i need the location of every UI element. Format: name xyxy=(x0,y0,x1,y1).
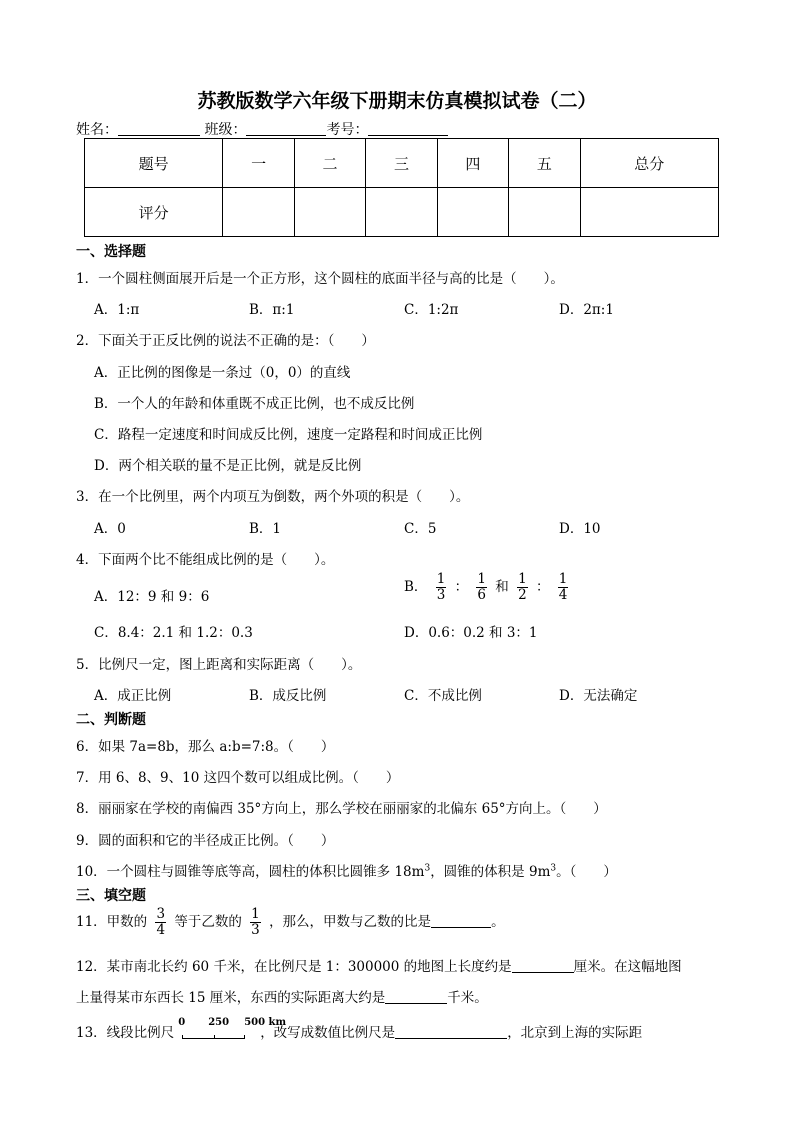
section-heading-choice: 一、选择题 xyxy=(76,244,146,260)
q10-text: 。（ ） xyxy=(556,864,617,880)
class-blank[interactable] xyxy=(246,121,326,136)
denominator: 4 xyxy=(558,586,568,603)
score-table-header-row xyxy=(85,139,719,188)
question-13 xyxy=(76,1017,643,1043)
q13-text: ，改写成数值比例尺是 xyxy=(260,1025,396,1041)
numerator: 3 xyxy=(156,906,166,922)
question-5-option-c[interactable]: C．不成比例 xyxy=(404,688,482,704)
question-2-stem: 2．下面关于正反比例的说法不正确的是：（ ） xyxy=(76,333,375,349)
question-5-stem: 5．比例尺一定，图上距离和实际距离（ ）。 xyxy=(76,657,362,673)
question-3-option-c[interactable]: C．5 xyxy=(404,521,437,537)
answer-blank[interactable] xyxy=(431,913,491,928)
numerator: 1 xyxy=(558,571,568,587)
q13-text: 13．线段比例尺 xyxy=(76,1025,175,1041)
line-scale-bar xyxy=(178,1017,287,1043)
question-1-option-b[interactable]: B．π:1 xyxy=(249,302,295,318)
question-1-option-c[interactable]: C．1:2π xyxy=(404,302,459,318)
scale-tick xyxy=(244,1035,245,1039)
score-cell[interactable] xyxy=(437,188,508,237)
q13-text: ，北京到上海的实际距 xyxy=(507,1025,643,1041)
question-4-option-d[interactable]: D．0.6：0.2 和 3：1 xyxy=(404,625,538,641)
q12-text: 上量得某市东西长 15 厘米，东西的实际距离大约是 xyxy=(76,990,386,1006)
fraction-one-quarter xyxy=(558,572,569,603)
fraction-one-half xyxy=(517,572,528,603)
answer-blank[interactable] xyxy=(385,989,447,1004)
q10-superscript: 3 xyxy=(550,863,557,874)
scale-line xyxy=(182,1038,244,1039)
denominator: 6 xyxy=(477,586,486,603)
and-word: 和 xyxy=(495,578,509,595)
score-row-label: 评分 xyxy=(85,188,223,237)
question-12-line-2 xyxy=(76,986,488,1006)
question-5-option-d[interactable]: D．无法确定 xyxy=(559,688,638,704)
numerator: 1 xyxy=(251,906,260,922)
page-title: 苏教版数学六年级下册期末仿真模拟试卷（二） xyxy=(197,90,597,112)
score-cell[interactable] xyxy=(223,188,294,237)
question-2-option-b[interactable]: B．一个人的年龄和体重既不成正比例，也不成反比例 xyxy=(94,396,415,412)
question-10[interactable] xyxy=(76,860,617,880)
denominator: 3 xyxy=(251,921,260,938)
name-label: 姓名： xyxy=(76,122,118,138)
question-5-option-a[interactable]: A．成正比例 xyxy=(94,688,172,704)
question-12-line-1 xyxy=(76,955,682,975)
ratio-colon: ： xyxy=(454,578,469,595)
question-7[interactable]: 7．用 6、8、9、10 这四个数可以组成比例。（ ） xyxy=(76,770,400,786)
question-4-option-b[interactable] xyxy=(404,572,572,603)
question-5-option-b[interactable]: B．成反比例 xyxy=(249,688,327,704)
score-header-cell: 题号 xyxy=(85,139,223,188)
score-table-score-row xyxy=(85,188,719,237)
option-b-prefix: B． xyxy=(404,578,428,595)
answer-blank[interactable] xyxy=(395,1024,507,1039)
question-4-option-a[interactable]: A．12：9 和 9：6 xyxy=(94,589,210,605)
fraction-three-quarters xyxy=(155,907,166,938)
fraction-one-sixth xyxy=(476,572,487,603)
class-label: 班级： xyxy=(204,122,247,138)
q12-text: 厘米。在这幅地图 xyxy=(573,959,682,975)
question-11 xyxy=(76,907,505,938)
question-3-stem: 3．在一个比例里，两个内项互为倒数，两个外项的积是（ ）。 xyxy=(76,489,470,505)
question-1-stem: 1．一个圆柱侧面展开后是一个正方形，这个圆柱的底面半径与高的比是（ ）。 xyxy=(76,271,564,287)
question-3-option-a[interactable]: A．0 xyxy=(94,521,126,537)
q12-text: 千米。 xyxy=(447,990,488,1006)
question-2-option-c[interactable]: C．路程一定速度和时间成反比例，速度一定路程和时间成正比例 xyxy=(94,427,483,443)
section-heading-fill-blank: 三、填空题 xyxy=(76,888,146,904)
question-1-option-a[interactable]: A．1:π xyxy=(94,302,140,318)
question-3-option-d[interactable]: D．10 xyxy=(559,521,601,537)
question-1-option-d[interactable]: D．2π:1 xyxy=(559,302,614,318)
q10-text: ，圆锥的体积是 9m xyxy=(430,864,551,880)
q11-text: ，那么，甲数与乙数的比是 xyxy=(269,913,432,930)
numerator: 1 xyxy=(477,571,486,587)
q11-text: 等于乙数的 xyxy=(174,913,242,930)
question-8[interactable]: 8．丽丽家在学校的南偏西 35°方向上，那么学校在丽丽家的北偏东 65°方向上。（ ） xyxy=(76,801,607,817)
score-header-cell: 一 xyxy=(223,139,294,188)
score-cell[interactable] xyxy=(509,188,580,237)
numerator: 1 xyxy=(518,571,527,587)
numerator: 1 xyxy=(436,571,446,587)
question-3-option-b[interactable]: B．1 xyxy=(249,521,282,537)
score-header-cell: 二 xyxy=(294,139,365,188)
q11-text: 。 xyxy=(491,913,505,930)
scale-tick xyxy=(182,1035,183,1039)
fraction-one-third xyxy=(436,572,447,603)
scale-tick xyxy=(214,1035,215,1039)
denominator: 3 xyxy=(436,586,446,603)
scale-label: 0 xyxy=(178,1017,186,1028)
question-6[interactable]: 6．如果 7a=8b，那么 a:b=7:8。（ ） xyxy=(76,739,335,755)
question-4-option-c[interactable]: C．8.4：2.1 和 1.2：0.3 xyxy=(94,625,253,641)
question-4-stem: 4．下面两个比不能组成比例的是（ ）。 xyxy=(76,552,335,568)
score-cell[interactable] xyxy=(366,188,437,237)
scale-label: 250 xyxy=(208,1017,230,1028)
section-heading-true-false: 二、判断题 xyxy=(76,712,146,728)
q12-text: 12．某市南北长约 60 千米，在比例尺是 1：300000 的地图上长度约是 xyxy=(76,959,512,975)
fraction-one-third xyxy=(250,907,261,938)
denominator: 2 xyxy=(518,586,527,603)
score-header-cell: 五 xyxy=(509,139,580,188)
scale-label: 500 km xyxy=(244,1017,287,1028)
exam-no-label: 考号： xyxy=(326,122,369,138)
student-info-line xyxy=(76,119,448,139)
question-9[interactable]: 9．圆的面积和它的半径成正比例。（ ） xyxy=(76,833,335,849)
score-table xyxy=(84,138,719,237)
exam-no-blank[interactable] xyxy=(368,121,448,136)
question-2-option-d[interactable]: D．两个相关联的量不是正比例，就是反比例 xyxy=(94,458,362,474)
name-blank[interactable] xyxy=(118,121,200,136)
denominator: 4 xyxy=(156,921,166,938)
q11-text: 11．甲数的 xyxy=(76,913,148,930)
answer-blank[interactable] xyxy=(512,958,574,973)
question-2-option-a[interactable]: A．正比例的图像是一条过（0，0）的直线 xyxy=(94,365,351,381)
score-cell[interactable] xyxy=(580,188,718,237)
score-header-cell: 三 xyxy=(366,139,437,188)
score-header-cell: 总分 xyxy=(580,139,718,188)
ratio-colon: ： xyxy=(535,578,550,595)
score-header-cell: 四 xyxy=(437,139,508,188)
q10-superscript: 3 xyxy=(424,863,431,874)
score-cell[interactable] xyxy=(294,188,365,237)
q10-text: 10．一个圆柱与圆锥等底等高，圆柱的体积比圆锥多 18m xyxy=(76,864,425,880)
